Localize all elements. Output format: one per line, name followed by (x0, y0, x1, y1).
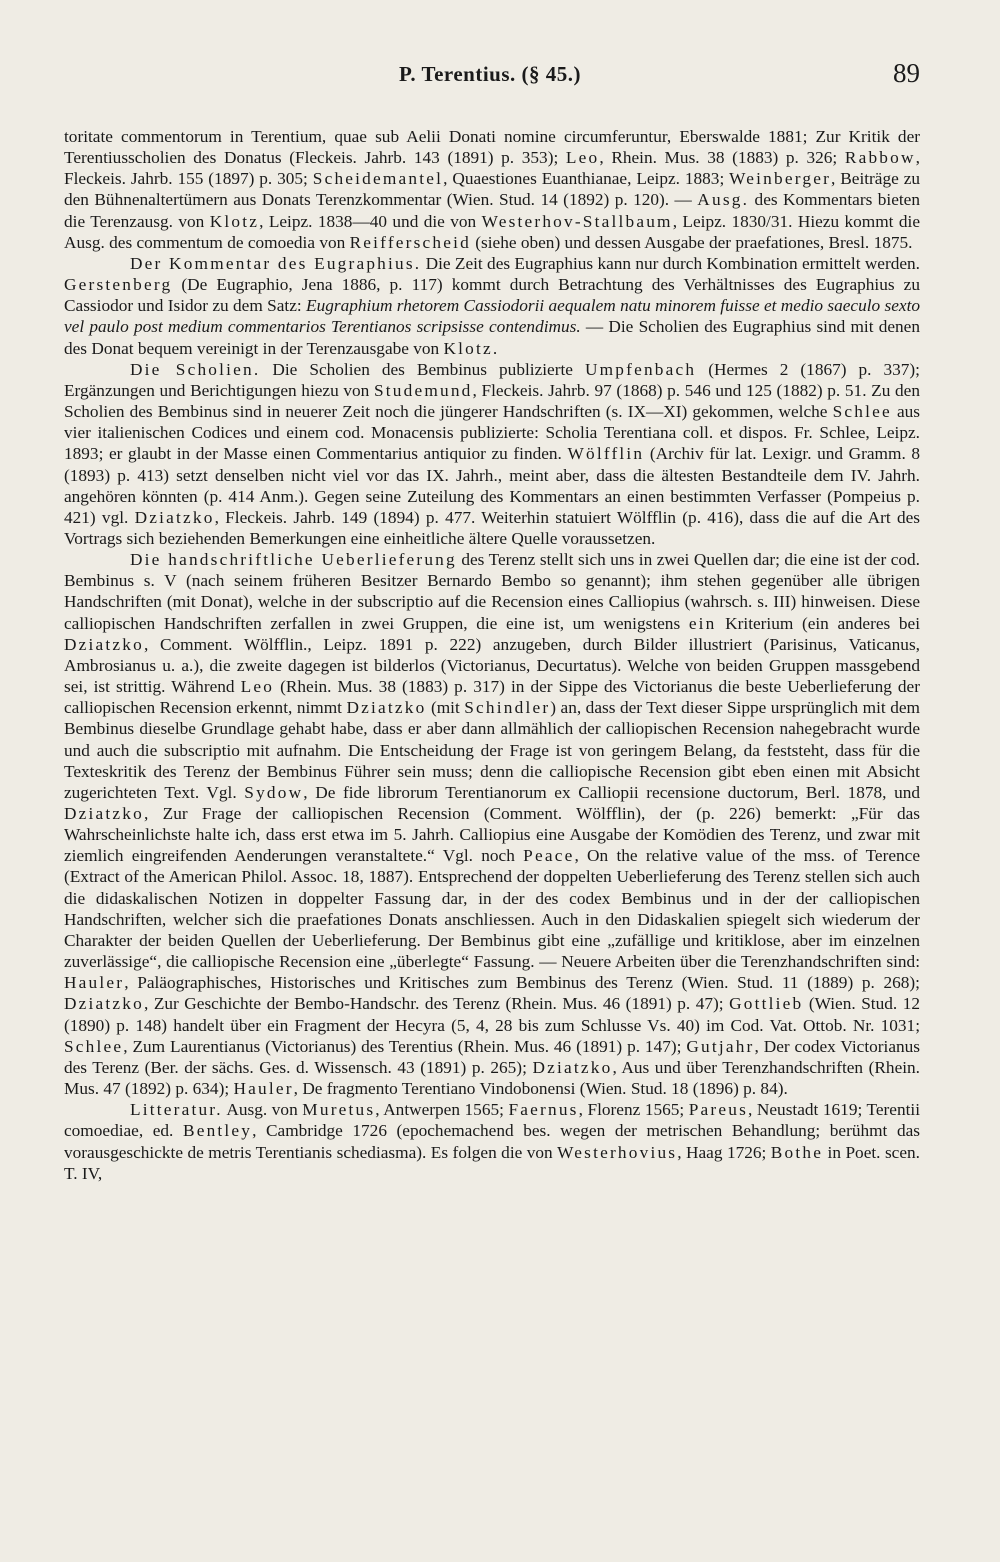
spaced-term: Litteratur. (130, 1100, 223, 1120)
running-head: P. Terentius. (§ 45.) (398, 62, 582, 86)
text-run: , De fide librorum Terentianorum ex Calliopii recensione ductorum, Berl. 1878, und (303, 782, 920, 802)
spaced-term: Der Kommentar des Eugraphius. (130, 253, 422, 273)
text-run: (mit (426, 698, 465, 718)
spaced-term: Sydow (244, 782, 304, 802)
spaced-term: Klotz (209, 211, 260, 231)
text-run: . (492, 338, 498, 358)
text-run: — Die Scholien des Eugraphius sind mit denen des Donat bequem vereinigt in der Terenzausgabe von (64, 317, 920, 358)
paragraph (64, 253, 920, 359)
spaced-term: Leo (565, 148, 600, 168)
spaced-term: Peace (523, 846, 575, 866)
text-run: , Comment. Wölfflin., Leipz. 1891 p. 222) anzugeben, durch Bilder illustriert (Parisinus, Vaticanus, Ambrosianus u. a.), die zweite dagegen ist bilderlos (Victorianus, Decurtatus). Welche von beiden Gruppen massgebend sei, ist strittig. Während (64, 634, 920, 697)
spaced-term: Pareus (688, 1100, 749, 1120)
spaced-term: Westerhov-Stallbaum (481, 211, 673, 231)
text-run: aus vier italienischen Codices und einem cod. Monacensis publizierte: Scholia Terentiana coll. et dispos. Fr. Schlee, Leipz. 1893; er glaubt in der Masse einen Commentarius antiquior zu finden. (64, 402, 920, 464)
text-run: , Cambridge 1726 (epochemachend bes. wegen der metrischen Behandlung; berühmt das vorausgeschickte de metris Terentianis schediasma). Es folgen die von (64, 1121, 920, 1162)
text-run: (Archiv für lat. Lexigr. und Gramm. 8 (1893) p. 413) setzt denselben nicht viel vor das IX. Jahrh., meint aber, dass die ältesten Bestandteile dem IV. Jahrh. angehören könnten (p. 414 Anm.). Gegen seine Zuteilung des Kommentars an einen bestimmten Verfasser (Pompeius p. 421) vgl. (64, 444, 920, 527)
spaced-term: Faernus (508, 1100, 579, 1120)
spaced-term: Leo (240, 677, 275, 697)
text-run: , Fleckeis. Jahrb. 155 (1897) p. 305; (64, 148, 920, 189)
spaced-term: Westerhovius (557, 1142, 678, 1162)
text-run: , Fleckeis. Jahrb. 149 (1894) p. 477. Weiterhin statuiert Wölfflin (p. 416), dass die auf die Art des Vortrags sich beziehenden Bemerkungen eine einheitliche ältere Quelle voraussetzen. (64, 507, 920, 548)
spaced-term: Wölfflin (567, 444, 645, 464)
text-run: (De Eugraphio, Jena 1886, p. 117) kommt durch Betrachtung des Verhältnisses des Eugraphius zu Cassiodor und Isidor zu dem Satz: (64, 275, 920, 316)
spaced-term: Die Scholien. (130, 359, 261, 379)
text-run: , Antwerpen 1565; (375, 1100, 509, 1120)
text-run: , Neustadt 1619; Terentii comoediae, ed. (64, 1100, 920, 1141)
paragraph (64, 126, 920, 253)
spaced-term: ein (688, 613, 717, 633)
text-run: , Zum Laurentianus (Victorianus) des Terentius (Rhein. Mus. 46 (1891) p. 147); (123, 1036, 687, 1056)
spaced-term: Hauler (64, 973, 125, 993)
text-run: in Poet. scen. T. IV, (64, 1142, 920, 1183)
spaced-term: Scheidemantel (312, 169, 444, 189)
spaced-term: Klotz (443, 338, 493, 358)
spaced-term: Bentley (182, 1121, 253, 1141)
spaced-term: Dziatzko (64, 994, 144, 1014)
text-run: (Hermes 2 (1867) p. 337); Ergänzungen und Berichtigungen hiezu von (64, 359, 920, 400)
spaced-term: Umpfenbach (584, 359, 697, 379)
text-run: ) an, dass der Text dieser Sippe ursprünglich mit dem Bembinus dieselbe Grundlage gehabt habe, dass er aber dann allmählich der calliopischen Recension nahegebracht wurde und auch die subscriptio mit aufnahm. Die Entscheidung der Frage ist von geringem Belang, da feststeht, dass für die Texteskritik des Terenz der Bembinus Führer sein muss; denn die calliopische Recension gibt eben einen mit Absicht zugerichteten Text. Vgl. (64, 698, 920, 802)
text-run: , Beiträge zu den Bühnenaltertümern aus Donats Terenzkommentar (Wien. Stud. 14 (1892) p. 120). — (64, 169, 921, 210)
spaced-term: Dziatzko (64, 634, 144, 654)
text-run: , Leipz. 1838—40 und die von (259, 211, 482, 231)
text-run: (siehe oben) und dessen Ausgabe der praefationes, Bresl. 1875. (470, 232, 913, 252)
spaced-term: Reifferscheid (349, 232, 471, 252)
page-number: 89 (893, 58, 920, 88)
text-run: , On the relative value of the mss. of Terence (Extract of the American Philol. Assoc. 18, 1887). Entsprechend der doppelten Ueberlieferung des Terenz stellen sich auch die didaskalischen Notizen in doppelter Fassung dar, in der des codex Bembinus und in der der calliopischen Handschriften, welcher sich die praefationes Donats anschliessen. Auch in den Didaskalien spiegelt sich wiederum der Charakter der beiden Quellen der Ueberlieferung. Der Bembinus gibt eine „zufällige und kritiklose, aber im einzelnen zuverlässige“, die calliopische Recension eine „überlegte“ Fassung. — Neuere Arbeiten über die Terenzhandschriften sind: (64, 846, 920, 972)
text-run: (Rhein. Mus. 38 (1883) p. 317) in der Sippe des Victorianus die beste Ueberlieferung der calliopischen Recension erkennt, nimmt (64, 677, 920, 718)
text-run: , Zur Geschichte der Bembo-Handschr. des Terenz (Rhein. Mus. 46 (1891) p. 47); (143, 994, 730, 1014)
page-header (60, 58, 920, 98)
text-run: Ausg. von (222, 1100, 303, 1120)
text-run: Die Scholien des Bembinus publizierte (260, 359, 585, 379)
spaced-term: Dziatzko (134, 507, 215, 527)
text-run: Die Zeit des Eugraphius kann nur durch Kombination ermittelt werden. (421, 253, 920, 273)
text-run: , Haag 1726; (677, 1142, 771, 1162)
text-run: , Leipz. 1830/31. Hiezu kommt die Ausg. des commentum de comoedia von (64, 211, 920, 252)
spaced-term: Dziatzko (64, 804, 144, 823)
text-run: Kriterium (ein anderes bei (716, 613, 920, 633)
text-run: , Aus und über Terenzhandschriften (Rhein. Mus. 47 (1892) p. 634); (64, 1057, 921, 1099)
text-run: , Rhein. Mus. 38 (1883) p. 326; (599, 148, 845, 168)
spaced-term: Ausg. (697, 190, 750, 210)
body-text (64, 126, 920, 1184)
text-run: , Paläographisches, Historisches und Kritisches zum Bembinus des Terenz (Wien. Stud. 11 (1889) p. 268); (124, 973, 920, 993)
spaced-term: Bothe (770, 1142, 824, 1162)
text-run: , Florenz 1565; (578, 1100, 689, 1120)
spaced-term: Dziatzko (346, 698, 427, 718)
spaced-term: Schlee (832, 402, 892, 422)
text-run: des Terenz stellt sich uns in zwei Quellen dar; die eine ist der cod. Bembinus s. V (nach seinem früheren Besitzer Bernardo Bembo so genannt); ihm stehen gegenüber alle übrigen Handschriften (mit Donat), welche in der subscriptio auf die Recension eines Calliopius (wahrsch. s. III) hinweisen. Diese calliopischen Handschriften zerfallen in zwei Gruppen, die eine ist, um wenigstens (64, 550, 920, 633)
spaced-term: Gottlieb (729, 994, 804, 1014)
spaced-term: Gerstenberg (64, 275, 173, 295)
spaced-term: Die handschriftliche Ueberlieferung (130, 550, 457, 570)
text-run: , Der codex Victorianus des Terenz (Ber. der sächs. Ges. d. Wissensch. 43 (1891) p. 265); (64, 1036, 920, 1077)
spaced-term: Muretus (302, 1100, 376, 1120)
italic-quote: Eugraphium rhetorem Cassiodorii aequalem natu minorem fuisse et medio saeculo sexto vel paulo post medium commentarios Terentianos scripsisse contendimus. (64, 296, 921, 337)
spaced-term: Schindler (464, 698, 551, 718)
text-run: des Kommentars bieten die Terenzausg. von (64, 190, 920, 231)
spaced-term: Hauler (233, 1079, 294, 1099)
text-run: , De fragmento Terentiano Vindobonensi (Wien. Stud. 18 (1896) p. 84). (293, 1079, 788, 1099)
spaced-term: Gutjahr (686, 1036, 755, 1056)
text-run: toritate commentorum in Terentium, quae sub Aelii Donati nomine circumferuntur, Eberswalde 1881; Zur Kritik der Terentiusscholien des Donatus (Fleckeis. Jahrb. 143 (1891) p. 353); (64, 127, 920, 168)
text-run: , Quaestiones Euanthianae, Leipz. 1883; (443, 169, 730, 189)
text-run: , Fleckeis. Jahrb. 97 (1868) p. 546 und 125 (1882) p. 51. Zu den Scholien des Bembinus sind in neuerer Zeit noch die jüngerer Handschriften (s. IX—XI) gekommen, welche (64, 380, 920, 422)
text-run: , Zur Frage der calliopischen Recension (Comment. Wölfflin), der (p. 226) bemerkt: „Für das Wahrscheinlichste halte ich, dass erst etwa im 5. Jahrh. Calliopius eine Ausgabe der Komödien des Terenz, und zwar mit ziemlich eingreifenden Aenderungen veranstaltete.“ Vgl. noch (64, 804, 920, 866)
text-run: (Wien. Stud. 12 (1890) p. 148) handelt über ein Fragment der Hecyra (5, 4, 28 bis zum Schlusse Vs. 40) im Cod. Vat. Ottob. Nr. 1031; (64, 994, 921, 1035)
paragraph (64, 359, 920, 549)
spaced-term: Schlee (64, 1036, 124, 1056)
spaced-term: Rabbow (844, 148, 916, 168)
paragraph (64, 1099, 920, 1184)
spaced-term: Studemund (373, 380, 473, 400)
paragraph (64, 549, 920, 1099)
spaced-term: Weinberger (729, 169, 832, 189)
spaced-term: Dziatzko (532, 1057, 613, 1077)
